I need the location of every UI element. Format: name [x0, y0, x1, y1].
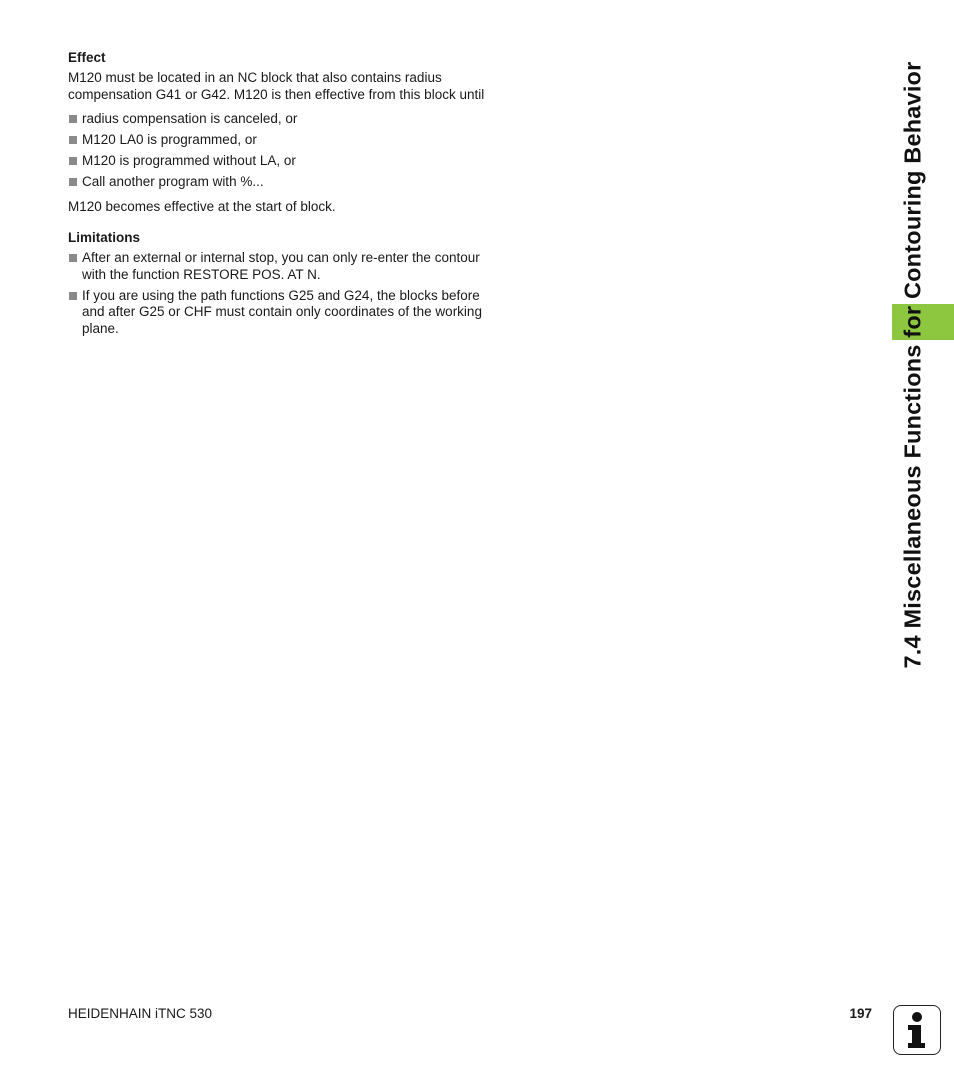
square-bullet-icon — [69, 136, 77, 144]
heading-limitations: Limitations — [68, 230, 141, 245]
list-item-line: with the function RESTORE POS. AT N. — [82, 266, 321, 282]
square-bullet-icon — [69, 178, 77, 186]
square-bullet-icon — [69, 292, 77, 300]
page-number: 197 — [849, 1006, 872, 1021]
square-bullet-icon — [69, 254, 77, 262]
effect-intro-line-2: compensation G41 or G42. M120 is then effective from this block until — [68, 86, 485, 102]
square-bullet-icon — [69, 115, 77, 123]
square-bullet-icon — [69, 157, 77, 165]
list-item — [68, 288, 518, 338]
info-icon — [893, 1005, 941, 1055]
side-title-container — [893, 40, 933, 690]
list-item-text: M120 is programmed without LA, or — [82, 153, 296, 168]
list-item-text: Call another program with %... — [82, 174, 264, 189]
list-item — [68, 132, 518, 149]
list-item — [68, 111, 518, 128]
list-item — [68, 153, 518, 170]
list-item-line: After an external or internal stop, you can only re-enter the contour — [82, 250, 480, 265]
footer-product-name: HEIDENHAIN iTNC 530 — [68, 1006, 213, 1021]
list-item — [68, 174, 518, 191]
list-item-text: radius compensation is canceled, or — [82, 111, 298, 126]
list-item-text: M120 LA0 is programmed, or — [82, 132, 257, 147]
effect-intro — [68, 70, 518, 103]
limitations-bullet-list — [68, 250, 518, 337]
list-item-line: and after G25 or CHF must contain only coordinates of the working — [82, 304, 482, 319]
list-item — [68, 250, 518, 283]
side-chapter-title: 7.4 Miscellaneous Functions for Contouring Behavior — [899, 61, 926, 669]
list-item-line: plane. — [82, 320, 119, 336]
heading-effect: Effect — [68, 50, 106, 65]
effect-bullet-list — [68, 111, 518, 191]
main-content — [68, 49, 518, 345]
info-glyph — [894, 1006, 939, 1053]
list-item-line: If you are using the path functions G25 and G24, the blocks before — [82, 287, 480, 303]
effect-intro-line-1: M120 must be located in an NC block that also contains radius — [68, 70, 442, 85]
effect-closing: M120 becomes effective at the start of block. — [68, 198, 336, 214]
